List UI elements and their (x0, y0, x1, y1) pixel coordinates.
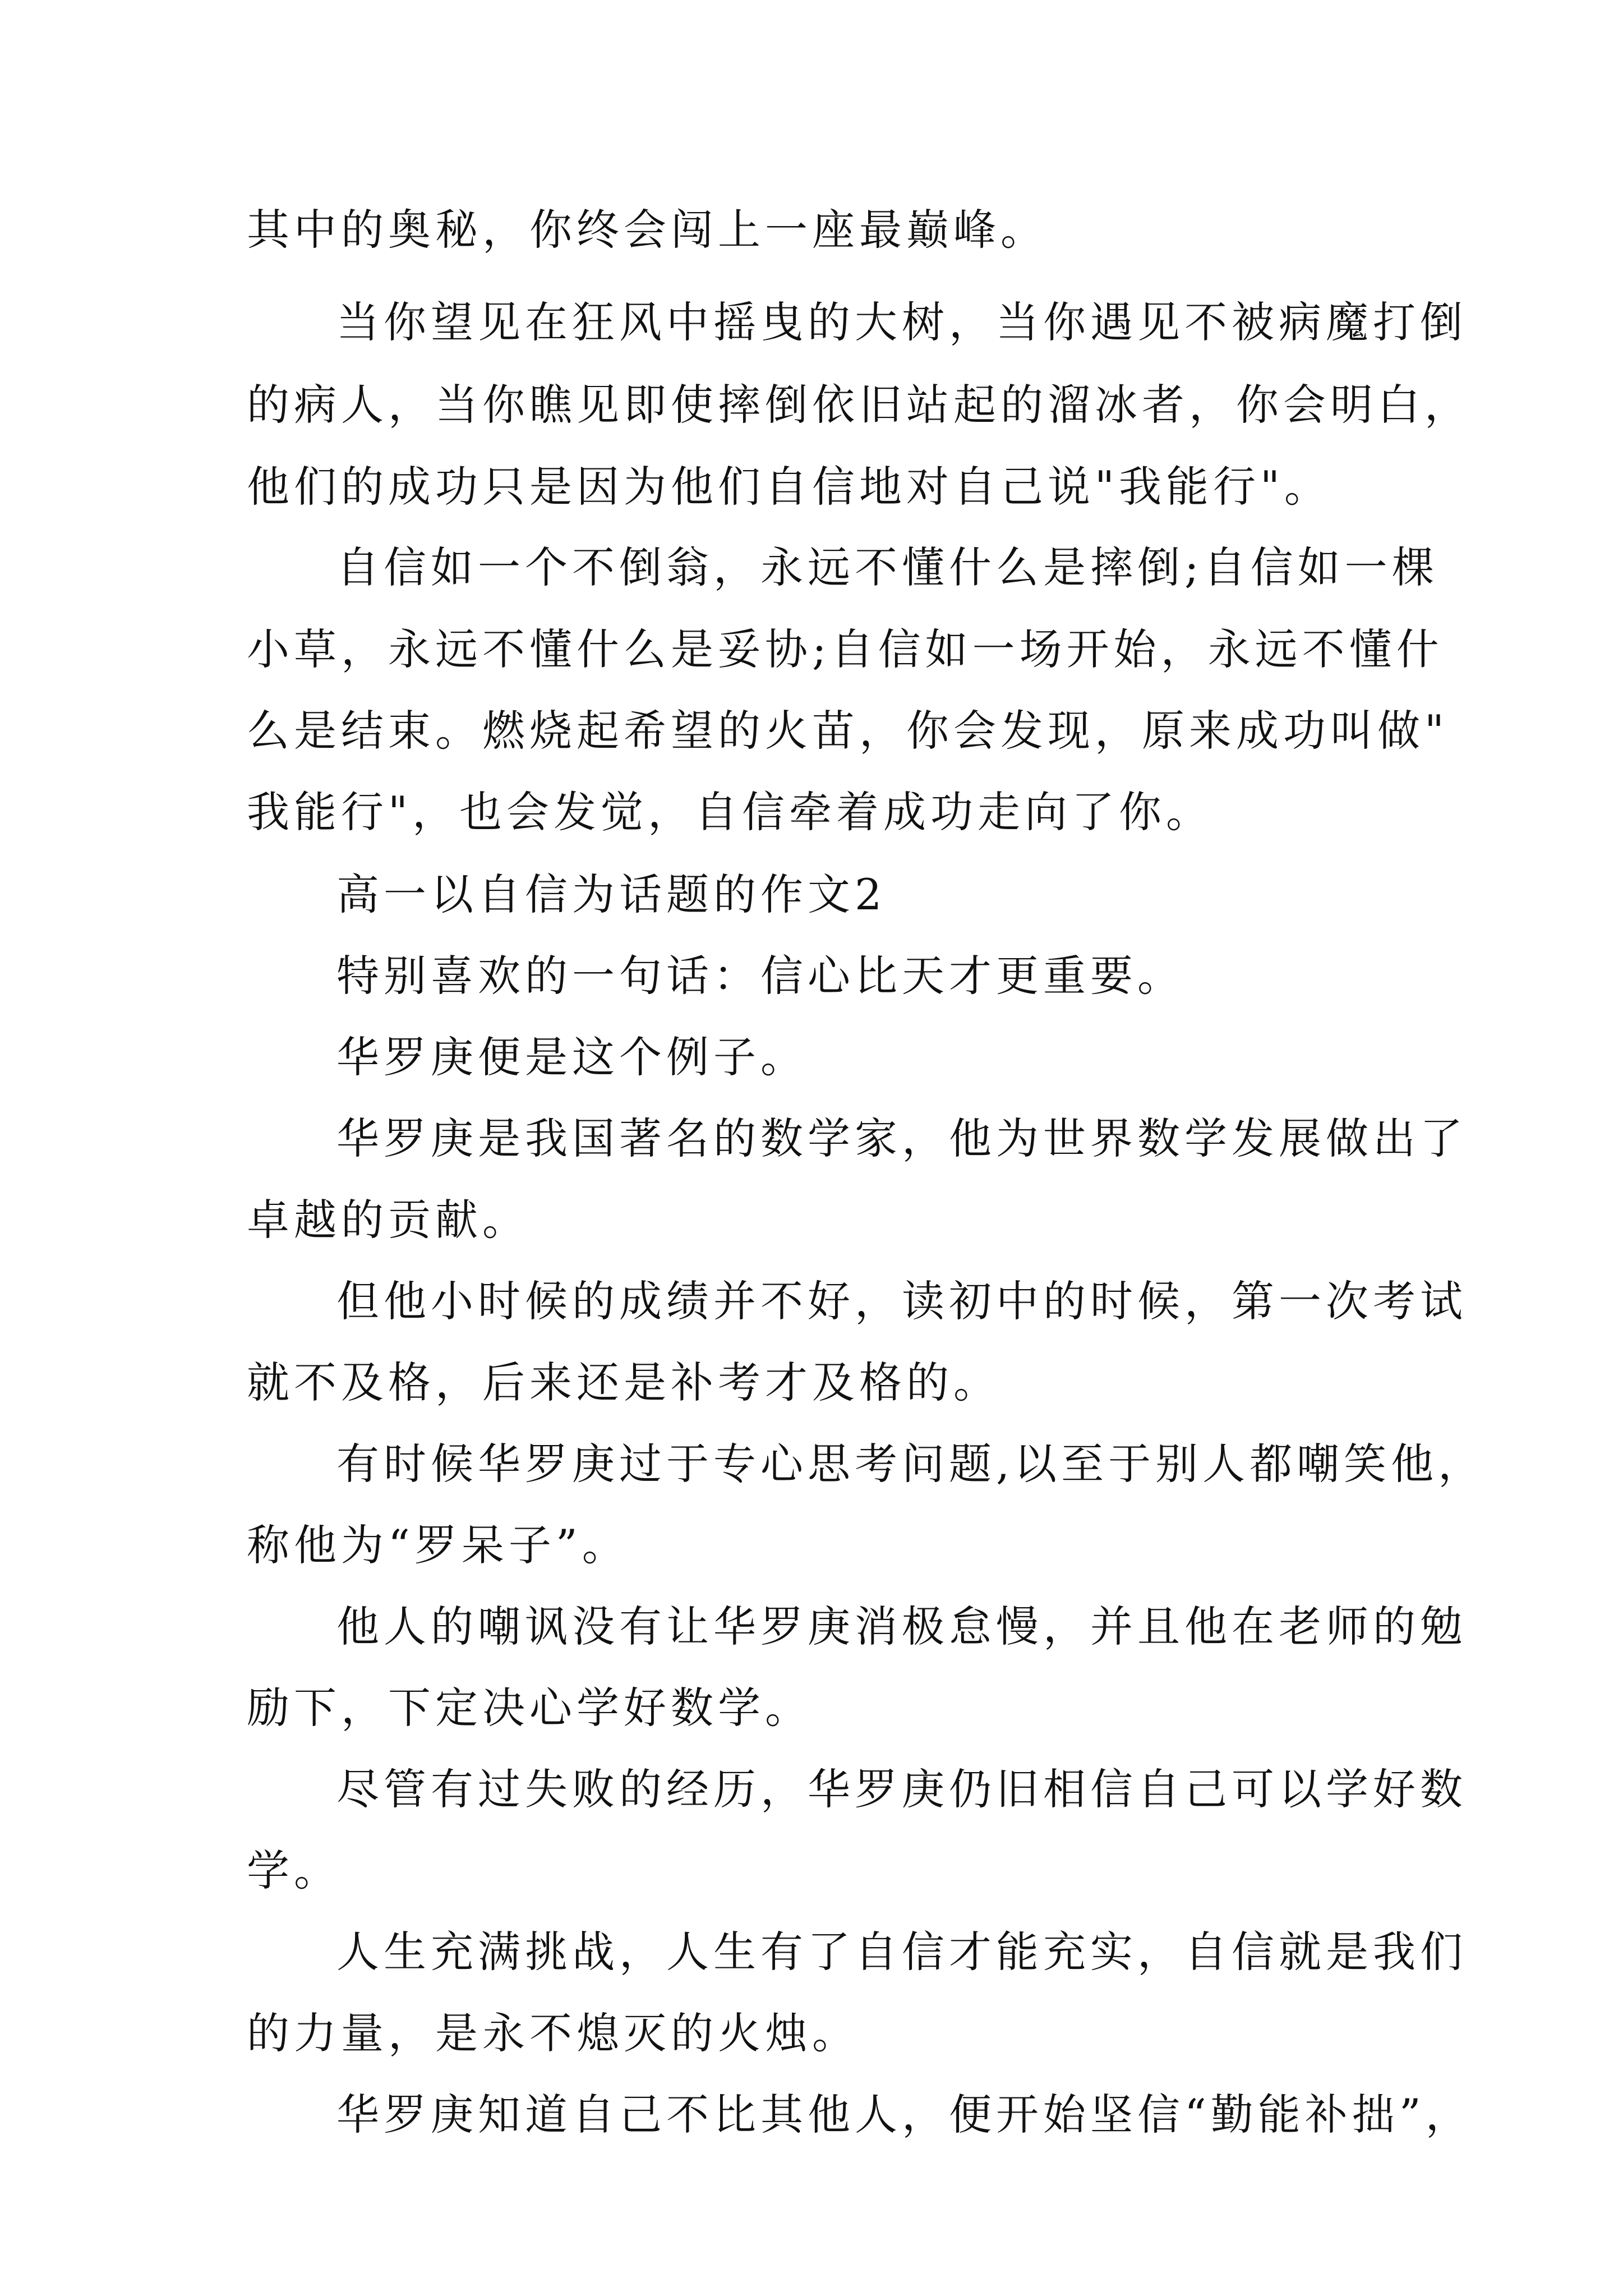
text-line: 他人的嘲讽没有让华罗庚消极怠慢，并且他在老师的勉 (336, 1602, 1467, 1651)
text-line: 我能行"，也会发觉，自信牵着成功走向了你。 (247, 787, 1213, 837)
text-line: 称他为“罗呆子”。 (247, 1520, 629, 1570)
text-line: 有时候华罗庚过于专心思考问题,以至于别人都嘲笑他， (336, 1439, 1486, 1489)
text-line: 么是结束。燃烧起希望的火苗，你会发现，原来成功叫做" (247, 706, 1449, 756)
text-line: 卓越的贡献。 (247, 1195, 529, 1245)
text-line: 特别喜欢的一句话：信心比天才更重要。 (336, 951, 1184, 1001)
text-line: 励下，下定决心学好数学。 (247, 1683, 812, 1733)
essay-heading: 高一以自信为话题的作文2 (336, 869, 887, 919)
text-line: 就不及格，后来还是补考才及格的。 (247, 1358, 1000, 1407)
text-line: 他们的成功只是因为他们自信地对自己说"我能行"。 (247, 462, 1331, 512)
text-line: 的病人，当你瞧见即使摔倒依旧站起的溜冰者，你会明白， (247, 380, 1472, 430)
text-line: 但他小时候的成绩并不好，读初中的时候，第一次考试 (336, 1276, 1467, 1326)
text-line: 尽管有过失败的经历，华罗庚仍旧相信自己可以学好数 (336, 1764, 1467, 1814)
text-line: 华罗庚知道自己不比其他人，便开始坚信“勤能补拙”， (336, 2090, 1473, 2139)
text-line: 小草，永远不懂什么是妥协;自信如一场开始，永远不懂什 (247, 624, 1444, 674)
text-line: 的力量，是永不熄灭的火烛。 (247, 2008, 859, 2058)
text-line: 人生充满挑战，人生有了自信才能充实，自信就是我们 (336, 1927, 1467, 1977)
text-line: 自信如一个不倒翁，永远不懂什么是摔倒;自信如一棵 (336, 542, 1439, 592)
text-line: 当你望见在狂风中摇曳的大树，当你遇见不被病魔打倒 (336, 297, 1467, 347)
text-line: 学。 (247, 1846, 341, 1895)
text-line: 其中的奥秘，你终会闯上一座最巅峰。 (247, 205, 1048, 255)
text-line: 华罗庚便是这个例子。 (336, 1032, 808, 1082)
text-line: 华罗庚是我国著名的数学家，他为世界数学发展做出了 (336, 1114, 1467, 1163)
